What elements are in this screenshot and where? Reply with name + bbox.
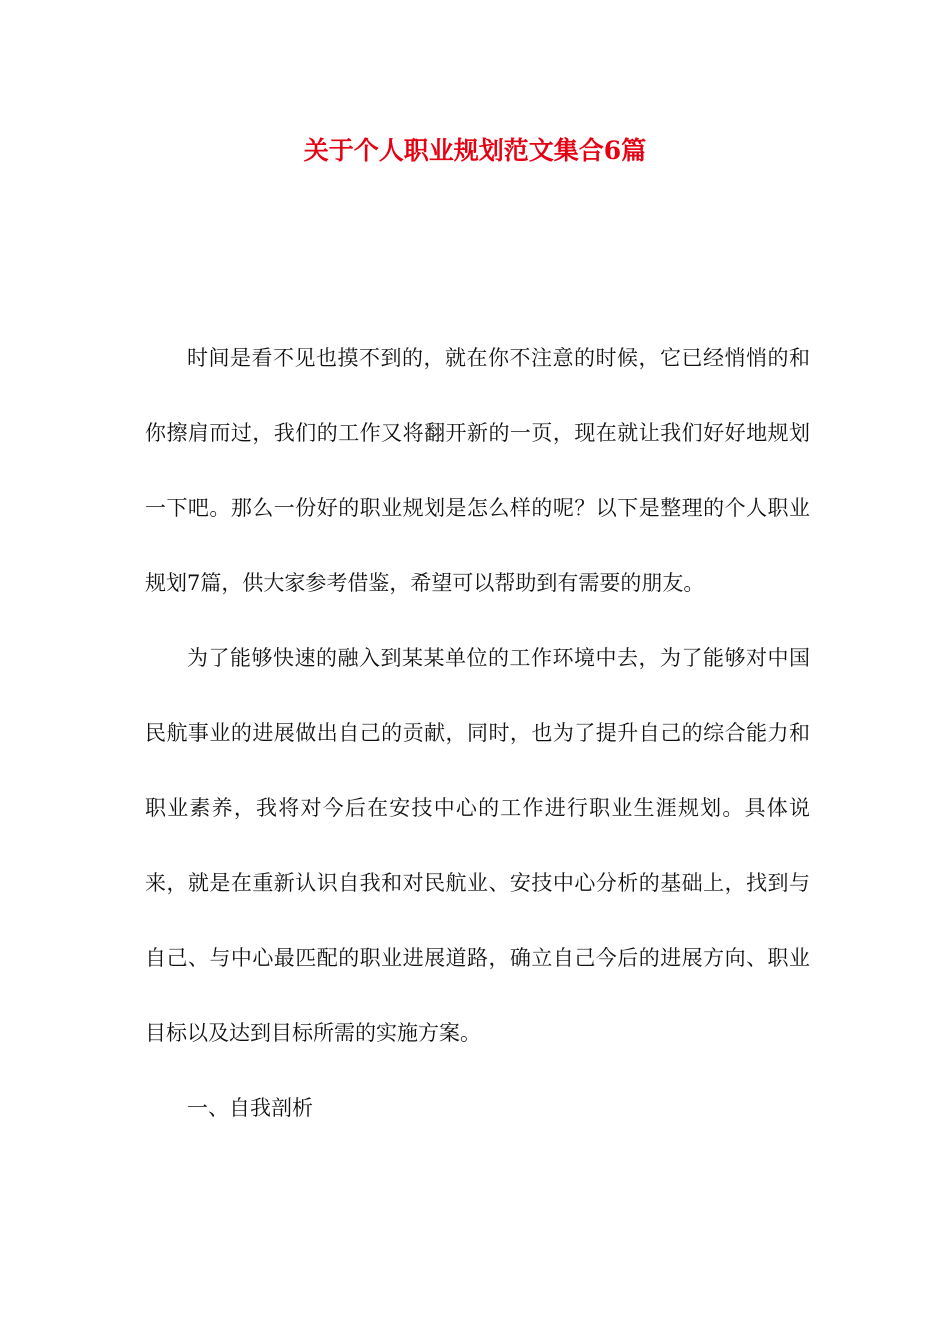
document-body [145,321,810,1146]
purpose-paragraph: 为了能够快速的融入到某某单位的工作环境中去，为了能够对中国民航事业的进展做出自己的贡献，同时，也为了提升自己的综合能力和职业素养，我将对今后在安技中心的工作进行职业生涯规划。具体说来，就是在重新认识自我和对民航业、安技中心分析的基础上，找到与自己、与中心最匹配的职业进展道路，确立自己今后的进展方向、职业目标以及达到目标所需的实施方案。 [145,646,810,1045]
document-title: 关于个人职业规划范文集合6篇 [303,136,647,165]
intro-paragraph: 时间是看不见也摸不到的，就在你不注意的时候，它已经悄悄的和你擦肩而过，我们的工作又将翻开新的一页，现在就让我们好好地规划一下吧。那么一份好的职业规划是怎么样的呢？以下是整理的个人职业规划7篇，供大家参考借鉴，希望可以帮助到有需要的朋友。 [145,346,810,595]
section-heading: 一、自我剖析 [187,1096,313,1120]
